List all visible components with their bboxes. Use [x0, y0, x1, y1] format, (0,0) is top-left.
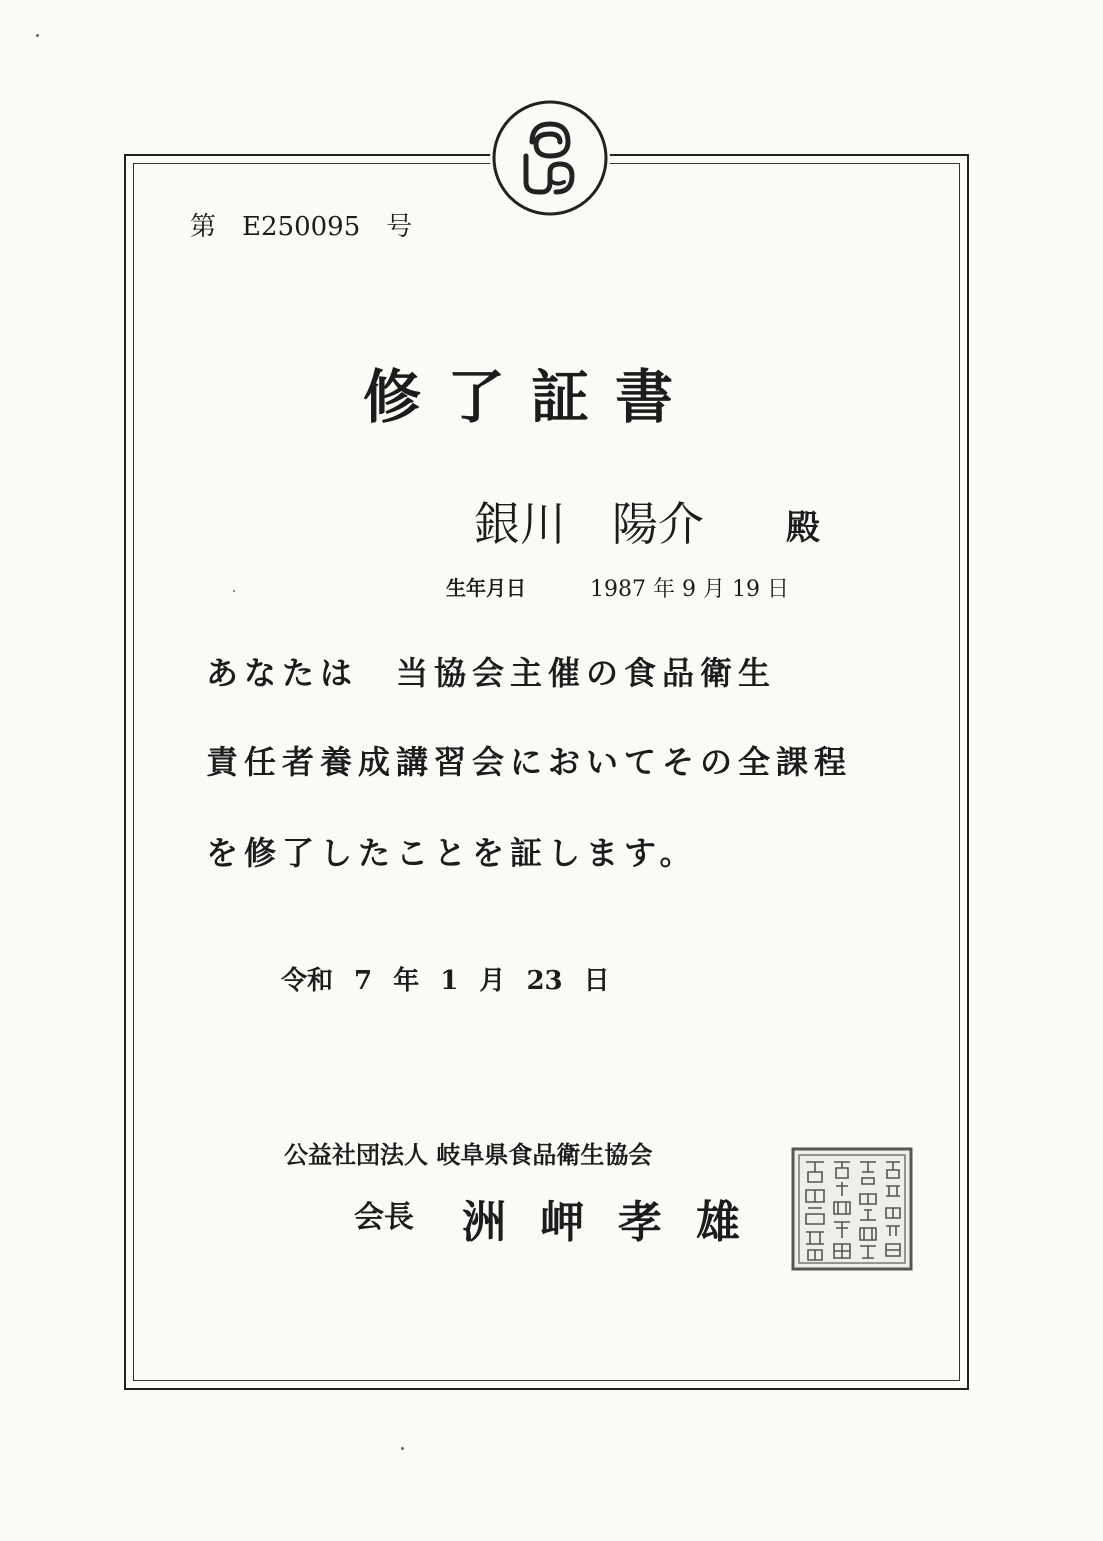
president-title: 会長	[354, 1200, 414, 1235]
recipient-honorific: 殿	[786, 508, 820, 548]
issuing-organization: 公益社団法人 岐阜県食品衛生協会	[284, 1140, 653, 1169]
certificate-body-line: あなたは 当協会主催の食品衛生	[206, 654, 777, 692]
birth-date-label: 生年月日	[446, 576, 526, 600]
president-name: 洲岬孝雄	[462, 1197, 774, 1248]
official-seal-stamp	[790, 1146, 914, 1272]
recipient-name: 銀川 陽介	[474, 497, 704, 551]
birth-date-value: 1987 年 9 月 19 日	[590, 577, 789, 602]
issue-date: 令和 7 年 1 月 23 日	[281, 966, 610, 996]
paper-speck	[233, 590, 235, 592]
certificate-body-line: を修了したことを証します。	[206, 834, 698, 872]
paper-speck	[401, 1447, 404, 1450]
certificate-body-line: 責任者養成講習会においてその全課程	[206, 743, 853, 781]
certificate-number: 第 E250095 号	[190, 212, 413, 242]
association-emblem-icon	[490, 98, 610, 218]
certificate-title: 修了証書	[363, 363, 700, 431]
paper-speck	[36, 34, 39, 37]
